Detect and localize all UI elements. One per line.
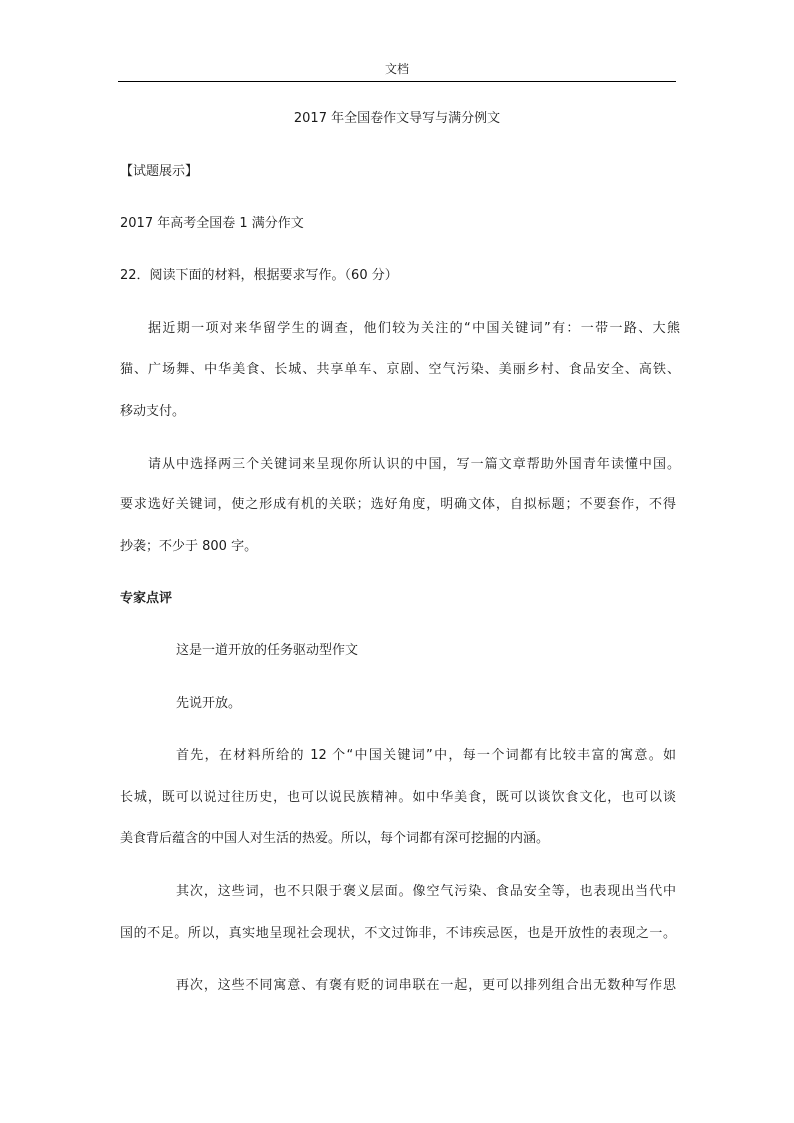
comment-p4-line-2: 国的不足。所以，真实地呈现社会现状，不文过饰非，不讳疾忌医，也是开放性的表现之一。 (120, 926, 676, 941)
material-line-1: 据近期一项对来华留学生的调查，他们较为关注的“中国关键词”有：一带一路、大熊 (148, 321, 680, 336)
comment-p3-line-2: 长城，既可以说过往历史，也可以说民族精神。如中华美食，既可以谈饮食文化，也可以谈 (120, 790, 676, 805)
expert-heading: 专家点评 (120, 591, 173, 606)
header-divider (118, 81, 676, 82)
page-header: 文档 (384, 62, 409, 76)
requirement-line-1: 请从中选择两三个关键词来呈现你所认识的中国，写一篇文章帮助外国青年读懂中国。 (148, 457, 680, 472)
document-title: 2017 年全国卷作文导写与满分例文 (293, 111, 501, 126)
comment-p5-line-1: 再次，这些不同寓意、有褒有贬的词串联在一起，更可以排列组合出无数种写作思 (176, 978, 676, 993)
comment-p3-line-1: 首先，在材料所给的 12 个“中国关键词”中，每一个词都有比较丰富的寓意。如 (176, 748, 676, 763)
comment-paragraph-2: 先说开放。 (176, 696, 242, 711)
material-line-3: 移动支付。 (120, 404, 186, 419)
section-heading: 【试题展示】 (120, 164, 199, 179)
question-line: 22．阅读下面的材料，根据要求写作。（60 分） (120, 268, 398, 283)
requirement-line-3: 抄袭；不少于 800 字。 (120, 539, 258, 554)
essay-subtitle: 2017 年高考全国卷 1 满分作文 (120, 216, 304, 231)
comment-p4-line-1: 其次，这些词，也不只限于褒义层面。像空气污染、食品安全等，也表现出当代中 (176, 884, 676, 899)
material-line-2: 猫、广场舞、中华美食、长城、共享单车、京剧、空气污染、美丽乡村、食品安全、高铁、 (120, 362, 680, 377)
comment-p3-line-3: 美食背后蕴含的中国人对生活的热爱。所以，每个词都有深可挖掘的内涵。 (120, 831, 550, 846)
requirement-line-2: 要求选好关键词，使之形成有机的关联；选好角度，明确文体，自拟标题；不要套作，不得 (120, 497, 676, 512)
comment-paragraph-1: 这是一道开放的任务驱动型作文 (176, 643, 359, 658)
